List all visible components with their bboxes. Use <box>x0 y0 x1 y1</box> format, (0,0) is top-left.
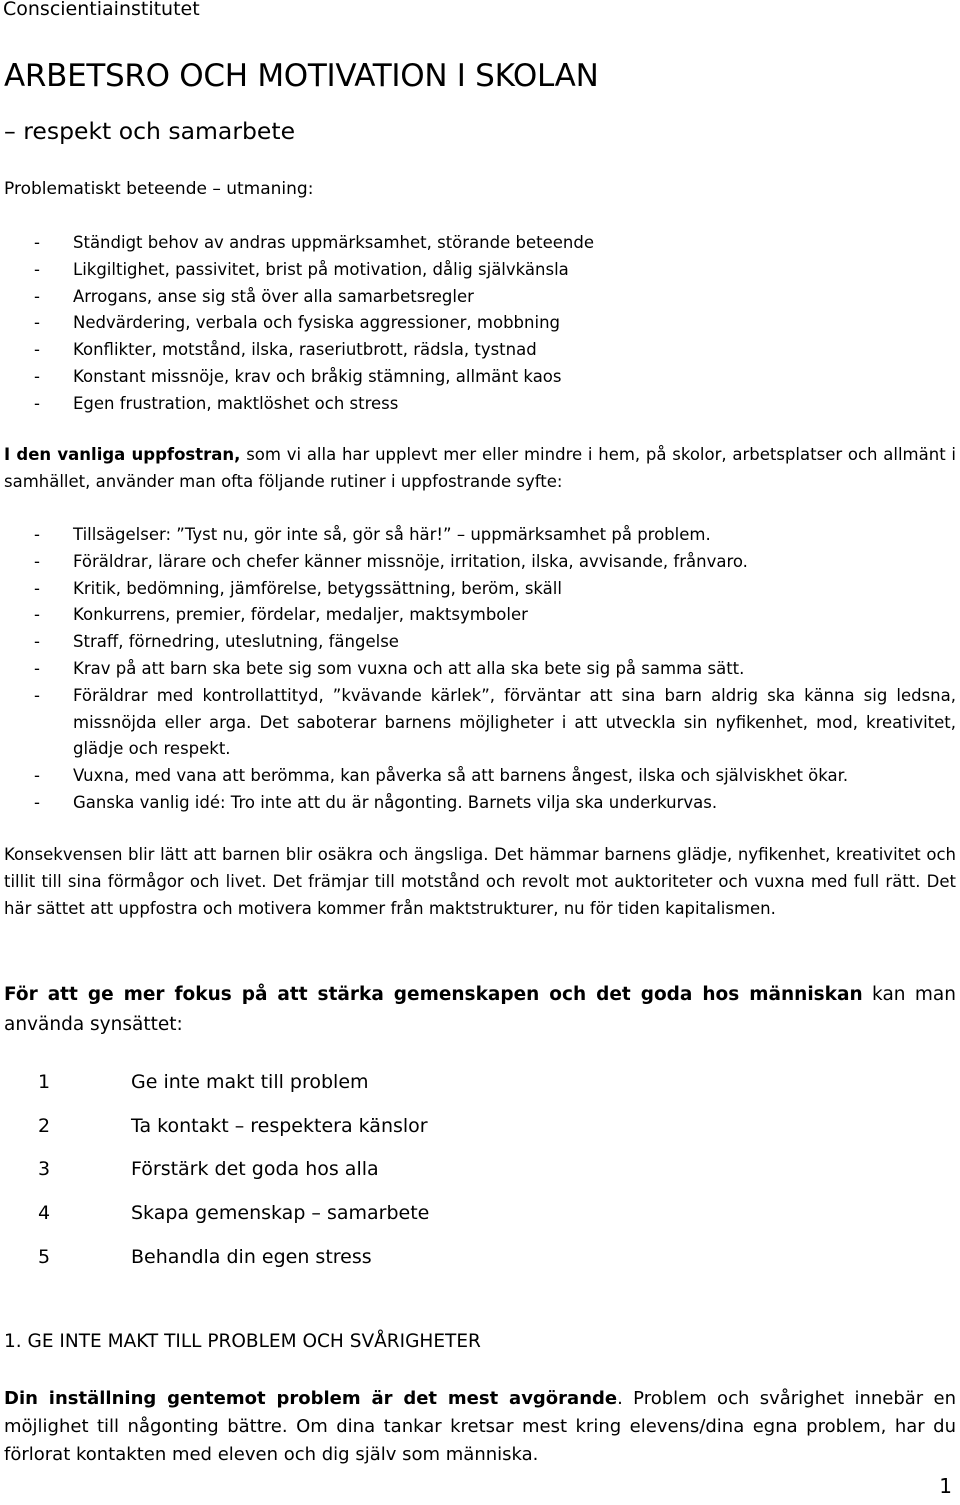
section-1-paragraph <box>4 1385 956 1469</box>
organization-header: Conscientiainstitutet <box>3 0 200 20</box>
focus-paragraph <box>4 980 956 1040</box>
list-item <box>34 656 956 683</box>
section-1-heading: 1. GE INTE MAKT TILL PROBLEM OCH SVÅRIGHETER <box>4 1331 481 1352</box>
list-item <box>34 629 956 656</box>
problem-section-heading: Problematiskt beteende – utmaning: <box>4 179 314 199</box>
step-label: Ta kontakt – respektera känslor <box>131 1114 428 1137</box>
step-label: Skapa gemenskap – samarbete <box>131 1202 430 1225</box>
focus-text: kan man använda synsättet: <box>4 984 956 1035</box>
list-item <box>34 522 956 549</box>
list-item-text: Föräldrar med kontrollattityd, ”kvävande kärlek”, förväntar att sina barn aldrig ska känna sig ledsna, missnöjda eller arga. Det saboterar barnens möjligheter i att utveckla sin nyfikenhet, mod, kreativitet, glädje och respekt. <box>73 685 956 759</box>
list-item <box>34 576 956 603</box>
list-item <box>34 310 956 337</box>
list-item-text: Ständigt behov av andras uppmärksamhet, störande beteende <box>73 233 594 252</box>
list-item <box>34 284 956 311</box>
list-dash: - <box>34 340 40 360</box>
list-item-text: Föräldrar, lärare och chefer känner missnöje, irritation, ilska, avvisande, frånvaro. <box>73 551 748 571</box>
step-number: 5 <box>38 1245 51 1268</box>
step-number: 3 <box>38 1158 51 1181</box>
step-item <box>38 1106 429 1150</box>
list-item-text: Likgiltighet, passivitet, brist på motivation, dålig självkänsla <box>73 259 569 279</box>
list-item <box>34 230 956 257</box>
page-title: ARBETSRO OCH MOTIVATION I SKOLAN <box>4 58 599 94</box>
list-dash: - <box>34 233 40 252</box>
list-item-text: Konflikter, motstånd, ilska, raseriutbrott, rädsla, tystnad <box>73 340 537 360</box>
list-item <box>34 257 956 284</box>
step-number: 2 <box>38 1114 51 1137</box>
upbringing-bold-lead: I den vanliga uppfostran, <box>4 445 241 464</box>
steps-list <box>38 1062 429 1280</box>
step-label: Behandla din egen stress <box>131 1245 372 1268</box>
problem-list <box>34 230 956 418</box>
step-item <box>38 1237 429 1281</box>
list-dash: - <box>34 551 40 571</box>
list-item-text: Straff, förnedring, uteslutning, fängelse <box>73 632 399 652</box>
list-dash: - <box>34 366 40 386</box>
list-item-text: Nedvärdering, verbala och fysiska aggressioner, mobbning <box>73 313 560 333</box>
list-item-text: Ganska vanlig idé: Tro inte att du är någonting. Barnets vilja ska underkurvas. <box>73 792 718 812</box>
step-number: 1 <box>38 1071 51 1093</box>
list-item <box>34 391 956 418</box>
list-item-text: Egen frustration, maktlöshet och stress <box>73 393 399 413</box>
list-item <box>34 763 956 790</box>
upbringing-paragraph <box>4 442 956 496</box>
step-label: Förstärk det goda hos alla <box>131 1158 379 1181</box>
section-1-text: . Problem och svårighet innebär en möjlighet till någonting bättre. Om dina tankar kretsar mest kring elevens/dina egna problem, har du förlorat kontakten med eleven och dig själv som människa. <box>4 1388 956 1465</box>
step-item <box>38 1149 429 1193</box>
list-item <box>34 549 956 576</box>
list-item-text: Arrogans, anse sig stå över alla samarbetsregler <box>73 286 474 306</box>
step-item <box>38 1062 429 1106</box>
list-dash: - <box>34 658 40 678</box>
list-dash: - <box>34 685 40 705</box>
list-dash: - <box>34 393 40 413</box>
step-label: Ge inte makt till problem <box>131 1071 369 1093</box>
list-dash: - <box>34 578 40 598</box>
section-1-bold-lead: Din inställning gentemot problem är det mest avgörande <box>4 1388 618 1409</box>
list-item-text: Konstant missnöje, krav och bråkig stämning, allmänt kaos <box>73 366 562 386</box>
list-dash: - <box>34 525 40 544</box>
list-item-text: Tillsägelser: ”Tyst nu, gör inte så, gör så här!” – uppmärksamhet på problem. <box>73 525 711 544</box>
list-item <box>34 602 956 629</box>
list-dash: - <box>34 313 40 333</box>
list-dash: - <box>34 605 40 625</box>
list-item <box>34 337 956 364</box>
page-subtitle: – respekt och samarbete <box>4 117 296 145</box>
step-number: 4 <box>38 1202 51 1225</box>
list-dash: - <box>34 286 40 306</box>
list-item <box>34 364 956 391</box>
list-item <box>34 683 956 763</box>
list-dash: - <box>34 792 40 812</box>
list-dash: - <box>34 632 40 652</box>
upbringing-text: som vi alla har upplevt mer eller mindre i hem, på skolor, arbetsplatser och allmänt i samhället, använder man ofta följande rutiner i uppfostrande syfte: <box>4 445 956 491</box>
step-item <box>38 1193 429 1237</box>
list-item-text: Vuxna, med vana att berömma, kan påverka så att barnens ångest, ilska och själviskhet ökar. <box>73 766 849 786</box>
list-dash: - <box>34 766 40 786</box>
list-item-text: Konkurrens, premier, fördelar, medaljer, maktsymboler <box>73 605 528 625</box>
list-item <box>34 790 956 817</box>
routine-list <box>34 522 956 817</box>
list-item-text: Kritik, bedömning, jämförelse, betygssättning, beröm, skäll <box>73 578 562 598</box>
focus-bold-lead: För att ge mer fokus på att stärka gemenskapen och det goda hos människan <box>4 984 863 1005</box>
consequence-paragraph: Konsekvensen blir lätt att barnen blir osäkra och ängsliga. Det hämmar barnens glädje, nyfikenhet, kreativitet och tillit till sina förmågor och livet. Det främjar till motstånd och revolt mot auktoriteter och vuxna med full rätt. Det här sättet att uppfostra och motivera kommer från maktstrukturer, nu för tiden kapitalismen. <box>4 845 956 918</box>
list-dash: - <box>34 259 40 279</box>
list-item-text: Krav på att barn ska bete sig som vuxna och att alla ska bete sig på samma sätt. <box>73 658 745 678</box>
page-number: 1 <box>939 1474 952 1498</box>
